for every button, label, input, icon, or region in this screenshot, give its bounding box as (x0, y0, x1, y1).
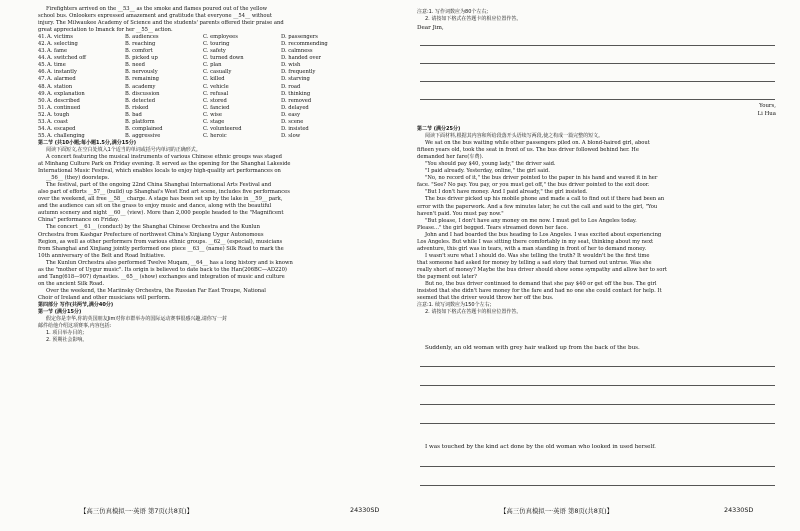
option-choice[interactable]: A. time (47, 62, 66, 69)
instruction-line: 2. 预期社会影响。 (46, 337, 88, 344)
option-choice[interactable]: C. employees (203, 34, 238, 41)
note-line: 2. 请按如下格式在答题卡的相应位置作答。 (425, 309, 522, 316)
option-choice[interactable]: C. fancied (203, 104, 230, 111)
option-choice[interactable]: B. reaching (125, 41, 156, 48)
option-choice[interactable]: D. frequently (281, 69, 316, 76)
story-line: Please..." the girl begged. Tears streamed down her face. (417, 224, 569, 231)
option-choice[interactable]: D. passengers (281, 34, 318, 41)
option-choice[interactable]: A. switched off (47, 55, 86, 62)
sign-off: Yours, (759, 103, 776, 109)
option-choice[interactable]: C. refusal (203, 90, 229, 97)
story-line: face. "See? No pay. You pay, or you must get off," the bus driver pointed to the exit door. (417, 182, 650, 189)
option-row (38, 133, 388, 140)
option-choice[interactable]: D. easy (281, 111, 301, 118)
story-line: "No, no record of it," the bus driver pointed to the paper in his hand and waved it in her (425, 175, 658, 182)
writing-line[interactable] (420, 404, 775, 405)
option-choice[interactable]: B. picked up (125, 55, 158, 62)
option-number: 43. (38, 48, 47, 55)
option-choice[interactable]: C. wise (203, 111, 222, 118)
passage-line: as the "mother of Uygur music". Its origin is believed to date back to the Han(206BC—AD220) (38, 266, 287, 273)
option-row (38, 34, 388, 41)
option-row (38, 98, 388, 105)
story-line: haven't paid. You must pay now." (417, 210, 504, 217)
passage-tail (38, 6, 388, 34)
right-footer-title: 【高三仿真模拟一·英语 第8页(共8页)】 (500, 507, 614, 515)
passage-line: 10th anniversary of the Belt and Road Initiative. (38, 252, 166, 259)
option-choice[interactable]: A. explanation (47, 90, 85, 97)
option-choice[interactable]: D. delayed (281, 104, 309, 111)
option-number: 47. (38, 76, 47, 83)
option-choice[interactable]: A. alarmed (47, 76, 76, 83)
passage-line: Firefighters arrived on the __53__ as the smoke and flames poured out of the yellow (46, 6, 268, 12)
story-line: Los Angeles. But while I was sitting there comfortably in my seat, thinking about my next (417, 238, 654, 245)
option-choice[interactable]: C. touring (203, 41, 230, 48)
story-line: "I paid already. Yesterday, online," the girl said. (425, 168, 550, 175)
story-line: fifteen years old, took the seat in front of us. The bus driver followed behind her. He (417, 147, 639, 154)
passage-line: injury. The Milwaukee Academy of Science and the students' parents offered their praise and (38, 20, 284, 27)
passage-line: A concert featuring the musical instruments of various Chinese ethnic groups was staged (46, 153, 282, 160)
story-line: really short of money? Maybe the bus driver should show some sympathy and allow her to sort (417, 266, 667, 273)
option-number: 44. (38, 55, 47, 62)
passage-line: on the ancient Silk Road. (38, 280, 105, 287)
passage-line: __56__ (they) doorsteps. (46, 175, 110, 182)
continuation-prompt-2: I was touched by the kind act done by the old woman who looked in used herself. (425, 444, 656, 450)
story-line: "But I don't have money. And I paid already," the girl insisted. (425, 189, 588, 196)
option-choice[interactable]: B. discussion (125, 90, 160, 97)
writing-line[interactable] (420, 423, 775, 424)
passage-line: autumn scenery and night __60__ (view). More than 2,000 people headed to the "Magnificent (38, 210, 284, 217)
option-choice[interactable]: D. calmness (281, 48, 313, 55)
option-number: 52. (38, 111, 47, 118)
note-line: 注意:1. 写作词数应为80个左右; (417, 9, 489, 15)
option-choice[interactable]: C. turned down (203, 55, 244, 62)
part4-title: 第四部分 写作(共两节,满分40分) (38, 301, 114, 308)
part4-section1-instructions (38, 316, 388, 344)
option-choice[interactable]: C. heroic (203, 132, 227, 139)
option-choice[interactable]: B. risked (125, 104, 149, 111)
option-choice[interactable]: A. station (47, 83, 73, 90)
option-choice[interactable]: D. thinking (281, 90, 311, 97)
option-choice[interactable]: D. starving (281, 76, 310, 83)
story-section (417, 126, 777, 316)
option-choice[interactable]: B. detected (125, 97, 156, 104)
option-choice[interactable]: B. platform (125, 118, 155, 125)
option-choice[interactable]: D. scene (281, 118, 304, 125)
story-line: error with the paperwork. And a few minutes later, he cut the call and said to the girl, "You (417, 203, 658, 210)
option-choice[interactable]: C. volunteered (203, 125, 242, 132)
option-choice[interactable]: B. remaining (125, 76, 159, 83)
passage-line: Choir of Ireland and other musicians will perform. (38, 294, 171, 301)
writing-line[interactable] (420, 63, 775, 64)
writing-line[interactable] (420, 45, 775, 46)
option-number: 45. (38, 62, 47, 69)
option-row (38, 112, 388, 119)
instruction-line: 1. 项目举办目的; (46, 330, 85, 337)
option-number: 41. (38, 34, 47, 41)
option-number: 46. (38, 69, 47, 76)
passage-line: China" performance on Friday. (38, 217, 119, 224)
option-row (38, 48, 388, 55)
story-line: insisted that she didn't have money for the fare and had no one she could contact for help. It (417, 288, 662, 295)
passage-line: The Kunlun Orchestra also performed Twelve Muqam, __64__ has a long history and is known (46, 259, 293, 266)
writing-line[interactable] (420, 466, 775, 467)
writing-line[interactable] (420, 366, 775, 367)
story-line: that someone had asked for money by telling a sad story that turned out untrue. Was she (417, 259, 652, 266)
passage-line: also part of efforts __57__ (build) up Shanghai's West End art scene, includes five performances (38, 189, 290, 196)
option-number: 42. (38, 41, 47, 48)
story-line: the payment out later? (417, 273, 477, 280)
option-row (38, 55, 388, 62)
option-choice[interactable]: A. coast (47, 118, 68, 125)
writing-line[interactable] (420, 485, 775, 486)
option-number: 55. (38, 132, 47, 139)
passage-line: Region, as well as other performers from various ethnic groups. __62__ (especial), musicians (38, 238, 283, 245)
option-row (38, 126, 388, 133)
sign-name: Li Hua (757, 111, 776, 117)
option-choice[interactable]: D. slow (281, 132, 301, 139)
writing-line[interactable] (420, 385, 775, 386)
grammar-passage (38, 154, 388, 302)
option-choice[interactable]: B. aggressive (125, 132, 161, 139)
writing-line[interactable] (420, 81, 775, 82)
option-choice[interactable]: B. audiences (125, 34, 159, 41)
option-choice[interactable]: A. continued (47, 104, 81, 111)
option-choice[interactable]: A. selecting (47, 41, 78, 48)
left-column (38, 6, 388, 344)
story-line: "You should pay $40, young lady," the driver said. (425, 161, 556, 168)
story-line: demanded her fare(车费). (417, 154, 484, 161)
story-line: adventure, this girl was in tears, with a man standing in front of her to demand money. (417, 245, 647, 252)
option-choice[interactable]: A. victims (47, 34, 73, 41)
note-line: 2. 请按如下格式在答题卡的相应位置作答。 (425, 16, 522, 23)
story-line: seemed that the driver would throw her off the bus. (417, 295, 554, 302)
story-line: But no, the bus driver continued to demand that she pay $40 or get off the bus. The girl (425, 281, 657, 288)
option-row (38, 119, 388, 126)
option-row (38, 69, 388, 76)
option-choice[interactable]: C. safety (203, 48, 226, 55)
passage-line: Over the weekend, the Mariinsky Orchestra, the Russian Far East Troupe, National (46, 287, 266, 294)
option-choice[interactable]: B. bad (125, 111, 142, 118)
option-choice[interactable]: C. killed (203, 76, 225, 83)
option-choice[interactable]: C. stored (203, 97, 227, 104)
option-choice[interactable]: D. removed (281, 97, 312, 104)
greeting: Dear Jim, (417, 25, 444, 31)
option-row (38, 41, 388, 48)
passage-line: over the weekend, all free __58__ charge. A stage has been set up by the lake in __59__ park, (38, 196, 283, 203)
section2-title: 第二节 (满分25分) (417, 126, 461, 132)
right-notes (417, 9, 777, 23)
option-choice[interactable]: D. wish (281, 62, 301, 69)
option-choice[interactable]: D. handed over (281, 55, 322, 62)
option-choice[interactable]: A. tough (47, 111, 70, 118)
option-choice[interactable]: C. stage (203, 118, 225, 125)
option-choice[interactable]: C. plan (203, 62, 222, 69)
option-choice[interactable]: A. challenging (47, 132, 85, 139)
option-choice[interactable]: B. comfort (125, 48, 153, 55)
option-choice[interactable]: B. nervously (125, 69, 158, 76)
story-line: "But please, I don't have any money on me now. I must get to Los Angeles today. (425, 217, 637, 224)
left-footer-code: 24330SD (350, 506, 380, 514)
instruction-line: 假定你是李华,你的英国朋友Jim对你市群举办的国际运动赛事很感兴趣,请你写一封 (46, 316, 227, 323)
option-number: 48. (38, 83, 47, 90)
passage-line: The festival, part of the ongoing 22nd China Shanghai International Arts Festival and (46, 182, 272, 189)
passage-line: from Shanghai and Xinjiang jointly performed one piece __63__ (name) Silk Road to mark the (38, 245, 284, 252)
option-choice[interactable]: B. need (125, 62, 145, 69)
option-number: 53. (38, 118, 47, 125)
option-choice[interactable]: B. academy (125, 83, 156, 90)
passage-line: Orchestra from Kashgar Prefecture of northwest China's Xinjiang Uygur Autonomous (38, 231, 264, 238)
option-choice[interactable]: A. instantly (47, 69, 77, 76)
option-number: 54. (38, 125, 47, 132)
passage-line: at Minhang Culture Park on Friday evening. It served as the opening for the Shanghai Lakeside (38, 161, 291, 168)
cloze-options (38, 34, 388, 140)
option-number: 50. (38, 97, 47, 104)
continuation-prompt-1: Suddenly, an old woman with grey hair walked up from the back of the bus. (425, 345, 640, 351)
option-row (38, 91, 388, 98)
option-row (38, 84, 388, 91)
option-row (38, 76, 388, 83)
story-line: The bus driver picked up his mobile phone and made a call to find out if there had been an (425, 196, 665, 203)
note-line: 注意:1. 续写词数应为150个左右; (417, 302, 492, 309)
option-choice[interactable]: B. complained (125, 125, 163, 132)
option-choice[interactable]: A. described (47, 97, 80, 104)
option-row (38, 62, 388, 69)
writing-line[interactable] (420, 99, 775, 100)
option-choice[interactable]: A. fame (47, 48, 68, 55)
option-choice[interactable]: C. vehicle (203, 83, 229, 90)
passage-line: school bus. Onlookers expressed amazement and gratitude that everyone __54__ without (38, 13, 272, 20)
passage-line: and Tang(618—907) dynasties. __65__ (show) exchanges and integration of music and culture (38, 273, 285, 280)
story-line: We sat on the bus waiting while other passengers piled on. A blond-haired girl, about (425, 140, 650, 147)
left-footer-title: 【高三仿真模拟一·英语 第7页(共8页)】 (80, 507, 194, 515)
passage-line: and the audience can sit on the grass to enjoy music and dance, along with the beautiful (38, 203, 272, 210)
section2-instructions: 阅读下面短文,在空白处填入1个适当的单词或括号内单词的正确形式。 (46, 146, 201, 153)
option-choice[interactable]: D. insisted (281, 125, 309, 132)
passage-line: great appreciation to Imanck for her __55__ action. (38, 27, 173, 34)
instruction-line: 邮件给他介绍这项赛事,内容包括: (38, 323, 112, 330)
section2-instructions: 阅读下面材料,根据其内容和所给段落开头语续写两段,使之构成一篇完整的短文。 (425, 133, 604, 140)
option-number: 49. (38, 90, 47, 97)
story-line: John and I had boarded the bus heading to Los Angeles. I was excited about experiencing (425, 231, 662, 238)
option-choice[interactable]: A. escaped (47, 125, 76, 132)
right-footer-code: 24330SD (724, 506, 754, 514)
option-choice[interactable]: C. casually (203, 69, 232, 76)
option-choice[interactable]: D. recommending (281, 41, 328, 48)
passage-line: International Music Festival, which enables locals to enjoy high-quality art performances on (38, 168, 281, 175)
section2-title: 第二节 (共10小题;每小题1.5分,满分15分) (38, 139, 136, 146)
option-number: 51. (38, 104, 47, 111)
option-row (38, 105, 388, 112)
story-line: I wasn't sure what I should do. Was she telling the truth? It wouldn't be the first time (425, 252, 650, 259)
option-choice[interactable]: D. road (281, 83, 301, 90)
part4-section1-title: 第一节 (满分15分) (38, 309, 82, 316)
passage-line: The concert __61__ (conduct) by the Shanghai Chinese Orchestra and the Kunlun (46, 224, 260, 231)
